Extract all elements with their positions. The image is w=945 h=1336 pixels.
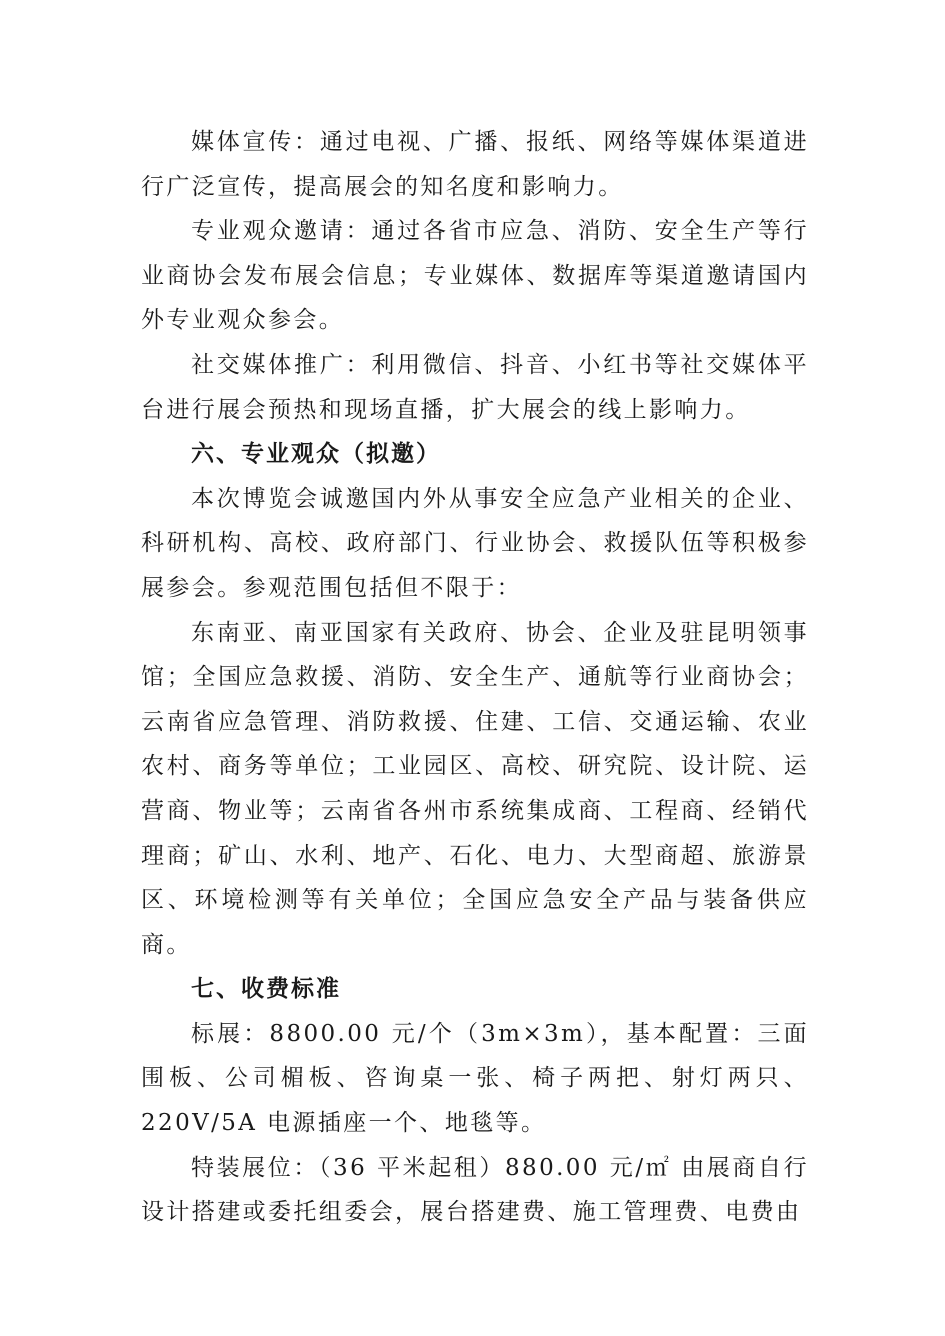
paragraph-standard-booth: 标展：8800.00 元/个（3m×3m），基本配置：三面围板、公司楣板、咨询桌一张、椅子两把、射灯两只、220V/5A 电源插座一个、地毯等。 — [141, 1020, 809, 1137]
paragraph-audience-scope: 本次博览会诚邀国内外从事安全应急产业相关的企业、科研机构、高校、政府部门、行业协会、救援队伍等积极参展参会。参观范围包括但不限于： — [141, 485, 809, 601]
section-heading-fees: 七、收费标准 — [191, 976, 341, 1003]
section-heading-audience: 六、专业观众（拟邀） — [191, 441, 441, 468]
paragraph-social-media: 社交媒体推广：利用微信、抖音、小红书等社交媒体平台进行展会预热和现场直播，扩大展会的线上影响力。 — [141, 351, 809, 423]
paragraph-audience-invitation: 专业观众邀请：通过各省市应急、消防、安全生产等行业商协会发布展会信息；专业媒体、数据库等渠道邀请国内外专业观众参会。 — [141, 218, 809, 334]
paragraph-special-booth: 特装展位：（36 平米起租）880.00 元/㎡ 由展商自行设计搭建或委托组委会，展台搭建费、施工管理费、电费由 — [141, 1154, 809, 1226]
document-body — [141, 120, 809, 1235]
paragraph-media-promotion: 媒体宣传：通过电视、广播、报纸、网络等媒体渠道进行广泛宣传，提高展会的知名度和影响力。 — [141, 129, 809, 200]
paragraph-audience-list: 东南亚、南亚国家有关政府、协会、企业及驻昆明领事馆；全国应急救援、消防、安全生产、通航等行业商协会；云南省应急管理、消防救援、住建、工信、交通运输、农业农村、商务等单位；工业园区、高校、研究院、设计院、运营商、物业等；云南省各州市系统集成商、工程商、经销代理商；矿山、水利、地产、石化、电力、大型商超、旅游景区、环境检测等有关单位；全国应急安全产品与装备供应商。 — [141, 619, 809, 958]
